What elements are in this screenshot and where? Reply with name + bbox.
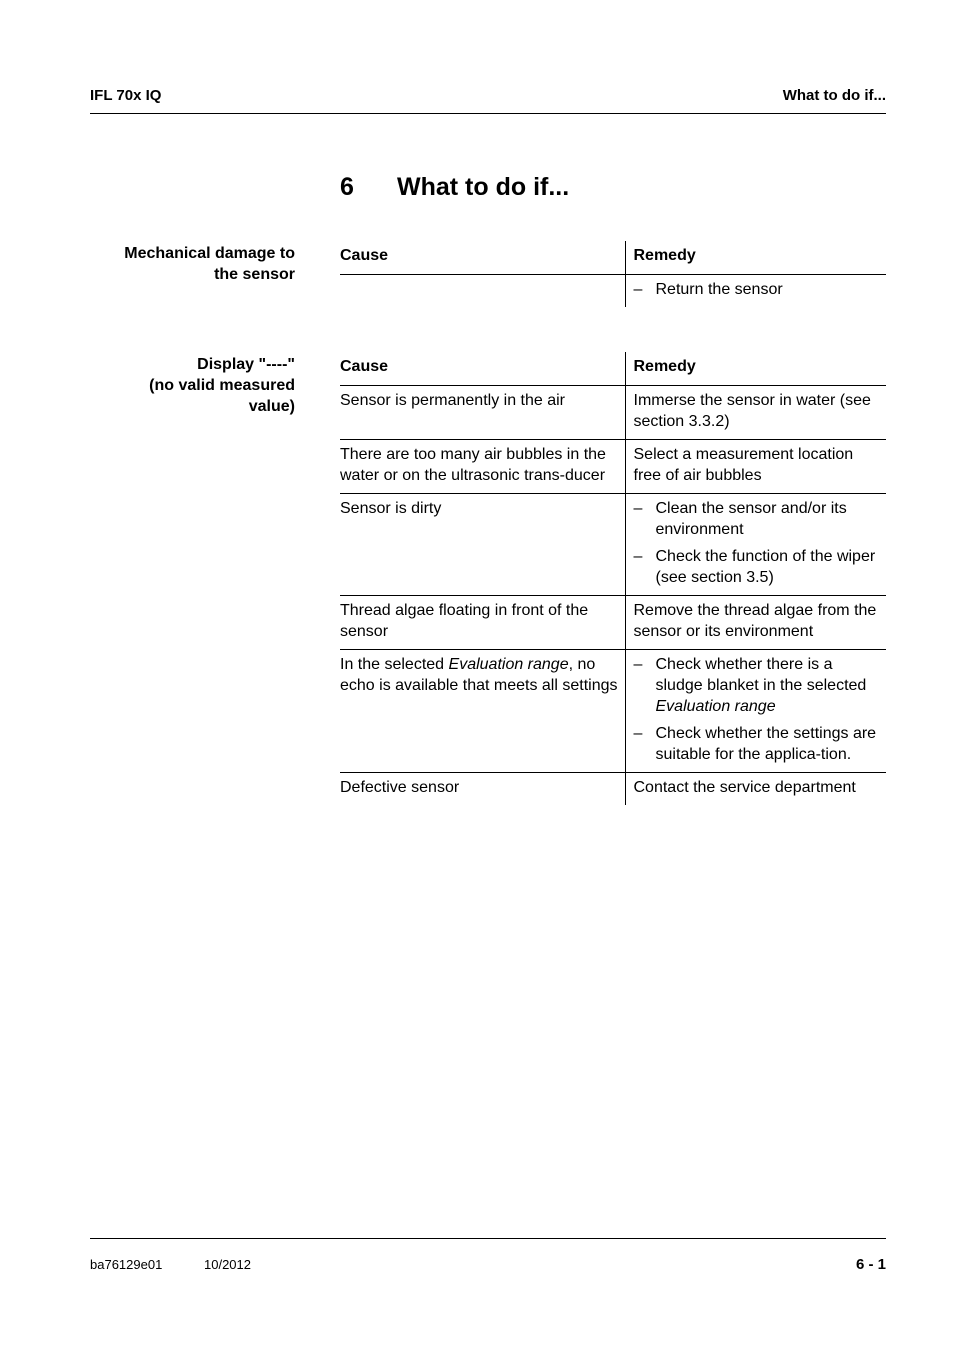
remedy-cell <box>625 494 886 596</box>
column-header-remedy: Remedy <box>625 241 886 275</box>
column-header-cause: Cause <box>340 358 389 375</box>
table-row <box>340 275 886 308</box>
footer-page-number: 6 - 1 <box>855 1256 886 1273</box>
cause-cell: Sensor is permanently in the air <box>340 386 625 440</box>
remedy-item <box>634 654 881 717</box>
cause-cell <box>340 275 625 308</box>
chapter-title: What to do if... <box>397 173 570 201</box>
section-label-line: Mechanical damage to <box>124 245 295 262</box>
remedy-item-text: Check whether the settings are suitable for the applica-tion. <box>655 725 877 763</box>
section-label-mechanical-damage <box>90 243 295 285</box>
section-label-display-dashes <box>90 354 295 417</box>
display-dashes-table <box>340 352 886 805</box>
remedy-cell <box>625 650 886 773</box>
chapter-heading <box>340 173 569 202</box>
cause-cell: There are too many air bubbles in the water or on the ultrasonic trans-ducer <box>340 440 625 494</box>
dash-bullet-icon: – <box>633 725 643 742</box>
header-product-name: IFL 70x IQ <box>90 87 162 104</box>
dash-bullet-icon: – <box>633 656 643 673</box>
cause-text: , no echo is available that meets all settings <box>340 656 618 694</box>
table-row <box>340 650 886 773</box>
remedy-item <box>634 723 881 765</box>
remedy-item-text: Clean the sensor and/or its environment <box>655 500 847 538</box>
table-row <box>340 494 886 596</box>
remedy-item <box>634 498 881 540</box>
remedy-cell: Select a measurement location free of air bubbles <box>625 440 886 494</box>
footer-rule <box>90 1238 886 1239</box>
dash-bullet-icon: – <box>633 548 643 565</box>
remedy-cell: Immerse the sensor in water (see section 3.3.2) <box>625 386 886 440</box>
cause-cell: Thread algae floating in front of the sensor <box>340 596 625 650</box>
table-row <box>340 440 886 494</box>
footer-date: 10/2012 <box>204 1257 251 1272</box>
section-label-line: (no valid measured <box>149 377 295 394</box>
remedy-item-text: Check whether there is a sludge blanket in the selected <box>655 656 867 694</box>
remedy-cell: Remove the thread algae from the sensor or its environment <box>625 596 886 650</box>
remedy-item <box>634 279 881 300</box>
cause-cell: Defective sensor <box>340 773 625 806</box>
cause-text: In the selected <box>340 656 449 673</box>
table-row <box>340 773 886 806</box>
section-label-line: the sensor <box>214 266 295 283</box>
chapter-number: 6 <box>340 173 354 201</box>
footer-document-id: ba76129e01 <box>90 1257 163 1272</box>
cause-cell: Sensor is dirty <box>340 494 625 596</box>
remedy-emphasis: Evaluation range <box>655 698 776 715</box>
remedy-item-text: Return the sensor <box>655 281 783 298</box>
remedy-item <box>634 546 881 588</box>
dash-bullet-icon: – <box>633 281 643 298</box>
remedy-cell <box>625 275 886 308</box>
mechanical-damage-table <box>340 241 886 307</box>
table-row <box>340 596 886 650</box>
section-label-line: value) <box>248 398 295 415</box>
section-label-line: Display "----" <box>197 356 295 373</box>
table-row <box>340 386 886 440</box>
remedy-item-text: Check the function of the wiper (see section 3.5) <box>655 548 876 586</box>
column-header-remedy: Remedy <box>625 352 886 386</box>
remedy-cell: Contact the service department <box>625 773 886 806</box>
cause-cell <box>340 650 625 773</box>
header-rule <box>90 113 886 114</box>
column-header-cause: Cause <box>340 247 389 264</box>
cause-emphasis: Evaluation range <box>448 656 569 673</box>
header-chapter-name: What to do if... <box>782 87 886 104</box>
dash-bullet-icon: – <box>633 500 643 517</box>
